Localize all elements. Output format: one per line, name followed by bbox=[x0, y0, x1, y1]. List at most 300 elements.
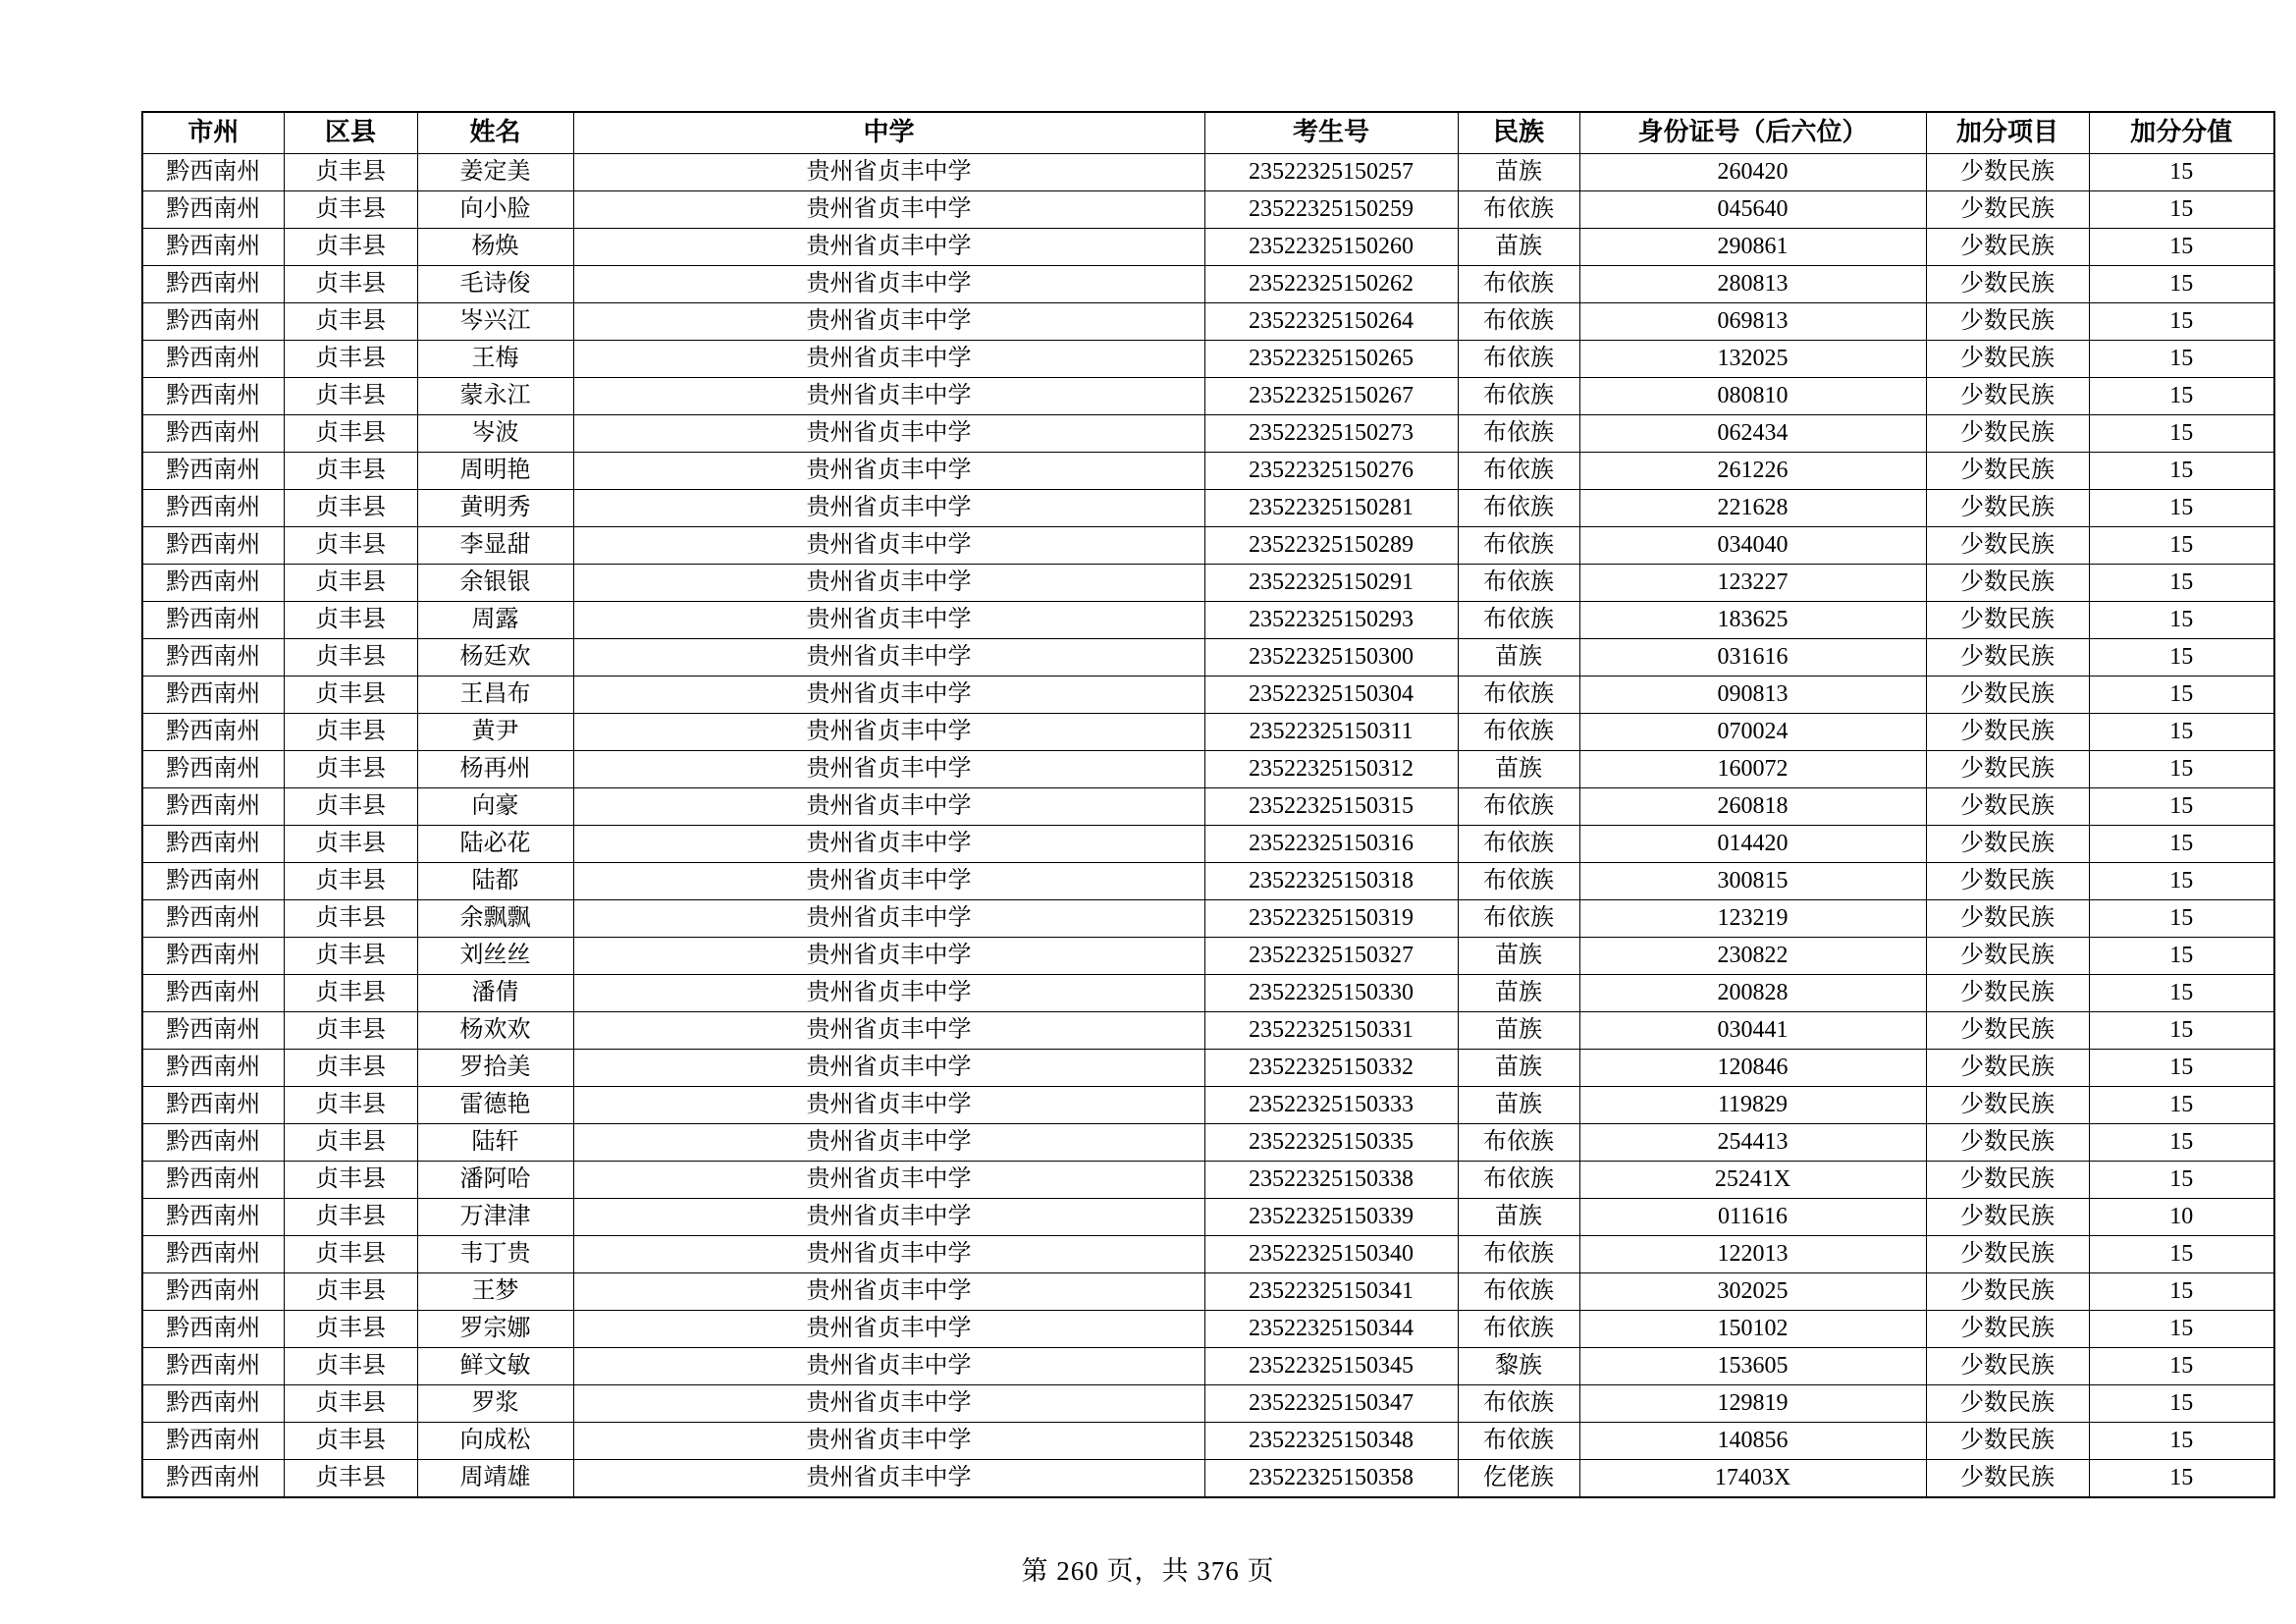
table-cell: 10 bbox=[2089, 1199, 2274, 1236]
table-cell: 周露 bbox=[417, 602, 573, 639]
table-cell: 贞丰县 bbox=[284, 191, 417, 229]
table-cell: 布依族 bbox=[1458, 378, 1579, 415]
table-cell: 少数民族 bbox=[1926, 1087, 2089, 1124]
table-cell: 黔西南州 bbox=[142, 788, 284, 826]
table-cell: 129819 bbox=[1579, 1385, 1926, 1423]
table-cell: 贵州省贞丰中学 bbox=[573, 303, 1204, 341]
table-cell: 苗族 bbox=[1458, 1012, 1579, 1050]
table-cell: 布依族 bbox=[1458, 1423, 1579, 1460]
table-cell: 080810 bbox=[1579, 378, 1926, 415]
table-cell: 黔西南州 bbox=[142, 1423, 284, 1460]
table-row bbox=[142, 863, 2274, 900]
table-cell: 15 bbox=[2089, 154, 2274, 191]
table-cell: 15 bbox=[2089, 378, 2274, 415]
table-cell: 黔西南州 bbox=[142, 490, 284, 527]
table-cell: 123227 bbox=[1579, 565, 1926, 602]
table-row bbox=[142, 378, 2274, 415]
table-cell: 黔西南州 bbox=[142, 266, 284, 303]
table-cell: 向豪 bbox=[417, 788, 573, 826]
table-cell: 黔西南州 bbox=[142, 751, 284, 788]
table-row bbox=[142, 1348, 2274, 1385]
table-cell: 布依族 bbox=[1458, 788, 1579, 826]
table-cell: 黔西南州 bbox=[142, 975, 284, 1012]
table-cell: 黔西南州 bbox=[142, 1199, 284, 1236]
table-cell: 少数民族 bbox=[1926, 1124, 2089, 1162]
table-cell: 贞丰县 bbox=[284, 229, 417, 266]
table-cell: 15 bbox=[2089, 266, 2274, 303]
table-cell: 280813 bbox=[1579, 266, 1926, 303]
table-cell: 黔西南州 bbox=[142, 341, 284, 378]
table-cell: 贞丰县 bbox=[284, 1199, 417, 1236]
table-cell: 黔西南州 bbox=[142, 191, 284, 229]
table-cell: 25241X bbox=[1579, 1162, 1926, 1199]
table-cell: 少数民族 bbox=[1926, 975, 2089, 1012]
table-row bbox=[142, 1423, 2274, 1460]
table-row bbox=[142, 527, 2274, 565]
table-cell: 15 bbox=[2089, 1348, 2274, 1385]
table-cell: 23522325150330 bbox=[1204, 975, 1458, 1012]
table-cell: 黔西南州 bbox=[142, 154, 284, 191]
table-cell: 23522325150339 bbox=[1204, 1199, 1458, 1236]
table-cell: 苗族 bbox=[1458, 1199, 1579, 1236]
table-cell: 布依族 bbox=[1458, 1162, 1579, 1199]
table-cell: 贞丰县 bbox=[284, 1162, 417, 1199]
table-cell: 布依族 bbox=[1458, 1236, 1579, 1273]
table-cell: 15 bbox=[2089, 826, 2274, 863]
table-cell: 贞丰县 bbox=[284, 900, 417, 938]
table-cell: 少数民族 bbox=[1926, 527, 2089, 565]
table-cell: 23522325150331 bbox=[1204, 1012, 1458, 1050]
table-cell: 15 bbox=[2089, 527, 2274, 565]
table-cell: 302025 bbox=[1579, 1273, 1926, 1311]
table-cell: 布依族 bbox=[1458, 341, 1579, 378]
table-cell: 罗浆 bbox=[417, 1385, 573, 1423]
table-cell: 23522325150260 bbox=[1204, 229, 1458, 266]
table-cell: 布依族 bbox=[1458, 1311, 1579, 1348]
table-cell: 23522325150312 bbox=[1204, 751, 1458, 788]
table-row bbox=[142, 1236, 2274, 1273]
table-cell: 23522325150262 bbox=[1204, 266, 1458, 303]
table-row bbox=[142, 602, 2274, 639]
table-cell: 贵州省贞丰中学 bbox=[573, 1087, 1204, 1124]
table-cell: 070024 bbox=[1579, 714, 1926, 751]
table-cell: 300815 bbox=[1579, 863, 1926, 900]
table-cell: 黔西南州 bbox=[142, 677, 284, 714]
table-cell: 贞丰县 bbox=[284, 602, 417, 639]
table-cell: 贵州省贞丰中学 bbox=[573, 1162, 1204, 1199]
table-cell: 黔西南州 bbox=[142, 1273, 284, 1311]
table-cell: 15 bbox=[2089, 900, 2274, 938]
table-cell: 23522325150300 bbox=[1204, 639, 1458, 677]
table-cell: 23522325150291 bbox=[1204, 565, 1458, 602]
minority-bonus-table bbox=[141, 111, 2275, 1498]
table-row bbox=[142, 900, 2274, 938]
table-cell: 17403X bbox=[1579, 1460, 1926, 1498]
table-cell: 少数民族 bbox=[1926, 1460, 2089, 1498]
table-cell: 贞丰县 bbox=[284, 826, 417, 863]
table-cell: 贞丰县 bbox=[284, 266, 417, 303]
table-row bbox=[142, 490, 2274, 527]
table-cell: 少数民族 bbox=[1926, 938, 2089, 975]
table-row bbox=[142, 975, 2274, 1012]
table-cell: 杨再州 bbox=[417, 751, 573, 788]
table-cell: 贞丰县 bbox=[284, 1050, 417, 1087]
table-cell: 贞丰县 bbox=[284, 1460, 417, 1498]
table-cell: 15 bbox=[2089, 788, 2274, 826]
table-row bbox=[142, 1087, 2274, 1124]
table-cell: 贵州省贞丰中学 bbox=[573, 900, 1204, 938]
column-header: 民族 bbox=[1458, 112, 1579, 154]
table-row bbox=[142, 565, 2274, 602]
table-cell: 贵州省贞丰中学 bbox=[573, 415, 1204, 453]
table-row bbox=[142, 229, 2274, 266]
table-cell: 23522325150267 bbox=[1204, 378, 1458, 415]
table-cell: 15 bbox=[2089, 191, 2274, 229]
column-header: 加分分值 bbox=[2089, 112, 2274, 154]
table-cell: 230822 bbox=[1579, 938, 1926, 975]
table-cell: 贞丰县 bbox=[284, 303, 417, 341]
table-cell: 贵州省贞丰中学 bbox=[573, 1050, 1204, 1087]
table-cell: 贞丰县 bbox=[284, 154, 417, 191]
table-cell: 15 bbox=[2089, 1124, 2274, 1162]
table-cell: 15 bbox=[2089, 677, 2274, 714]
table-cell: 布依族 bbox=[1458, 453, 1579, 490]
table-cell: 布依族 bbox=[1458, 900, 1579, 938]
table-cell: 少数民族 bbox=[1926, 751, 2089, 788]
table-cell: 200828 bbox=[1579, 975, 1926, 1012]
table-cell: 贞丰县 bbox=[284, 490, 417, 527]
column-header: 考生号 bbox=[1204, 112, 1458, 154]
table-cell: 贞丰县 bbox=[284, 677, 417, 714]
table-cell: 苗族 bbox=[1458, 229, 1579, 266]
table-cell: 罗拾美 bbox=[417, 1050, 573, 1087]
table-row bbox=[142, 1012, 2274, 1050]
table-cell: 贵州省贞丰中学 bbox=[573, 341, 1204, 378]
table-cell: 布依族 bbox=[1458, 863, 1579, 900]
table-cell: 布依族 bbox=[1458, 826, 1579, 863]
table-cell: 黔西南州 bbox=[142, 565, 284, 602]
table-cell: 23522325150344 bbox=[1204, 1311, 1458, 1348]
table-cell: 黔西南州 bbox=[142, 1236, 284, 1273]
table-cell: 23522325150341 bbox=[1204, 1273, 1458, 1311]
table-cell: 贞丰县 bbox=[284, 938, 417, 975]
table-cell: 15 bbox=[2089, 229, 2274, 266]
table-cell: 少数民族 bbox=[1926, 788, 2089, 826]
table-cell: 黔西南州 bbox=[142, 1162, 284, 1199]
table-cell: 布依族 bbox=[1458, 490, 1579, 527]
table-cell: 贵州省贞丰中学 bbox=[573, 229, 1204, 266]
table-cell: 贞丰县 bbox=[284, 1273, 417, 1311]
table-cell: 15 bbox=[2089, 1236, 2274, 1273]
table-cell: 少数民族 bbox=[1926, 415, 2089, 453]
table-cell: 贵州省贞丰中学 bbox=[573, 826, 1204, 863]
table-cell: 少数民族 bbox=[1926, 677, 2089, 714]
table-cell: 贵州省贞丰中学 bbox=[573, 1385, 1204, 1423]
table-cell: 布依族 bbox=[1458, 565, 1579, 602]
table-cell: 贵州省贞丰中学 bbox=[573, 788, 1204, 826]
table-cell: 062434 bbox=[1579, 415, 1926, 453]
table-cell: 少数民族 bbox=[1926, 453, 2089, 490]
table-cell: 刘丝丝 bbox=[417, 938, 573, 975]
table-cell: 15 bbox=[2089, 938, 2274, 975]
table-cell: 贞丰县 bbox=[284, 975, 417, 1012]
table-cell: 15 bbox=[2089, 1050, 2274, 1087]
table-cell: 姜定美 bbox=[417, 154, 573, 191]
table-cell: 黔西南州 bbox=[142, 1124, 284, 1162]
table-row bbox=[142, 1311, 2274, 1348]
table-cell: 周明艳 bbox=[417, 453, 573, 490]
table-header-row bbox=[142, 112, 2274, 154]
table-row bbox=[142, 714, 2274, 751]
table-cell: 120846 bbox=[1579, 1050, 1926, 1087]
table-row bbox=[142, 751, 2274, 788]
table-cell: 少数民族 bbox=[1926, 900, 2089, 938]
table-cell: 贞丰县 bbox=[284, 863, 417, 900]
table-cell: 069813 bbox=[1579, 303, 1926, 341]
table-cell: 贞丰县 bbox=[284, 1124, 417, 1162]
table-cell: 少数民族 bbox=[1926, 1273, 2089, 1311]
table-cell: 苗族 bbox=[1458, 1050, 1579, 1087]
table-cell: 潘阿哈 bbox=[417, 1162, 573, 1199]
table-cell: 23522325150338 bbox=[1204, 1162, 1458, 1199]
table-cell: 23522325150289 bbox=[1204, 527, 1458, 565]
table-cell: 黔西南州 bbox=[142, 938, 284, 975]
table-cell: 23522325150348 bbox=[1204, 1423, 1458, 1460]
table-cell: 少数民族 bbox=[1926, 341, 2089, 378]
table-cell: 黔西南州 bbox=[142, 863, 284, 900]
table-cell: 153605 bbox=[1579, 1348, 1926, 1385]
table-cell: 011616 bbox=[1579, 1199, 1926, 1236]
table-cell: 123219 bbox=[1579, 900, 1926, 938]
table-cell: 黔西南州 bbox=[142, 602, 284, 639]
table-cell: 王梦 bbox=[417, 1273, 573, 1311]
table-cell: 15 bbox=[2089, 415, 2274, 453]
column-header: 加分项目 bbox=[1926, 112, 2089, 154]
table-cell: 黔西南州 bbox=[142, 1348, 284, 1385]
table-cell: 王梅 bbox=[417, 341, 573, 378]
table-cell: 苗族 bbox=[1458, 938, 1579, 975]
table-cell: 黔西南州 bbox=[142, 1087, 284, 1124]
table-cell: 15 bbox=[2089, 975, 2274, 1012]
table-cell: 260818 bbox=[1579, 788, 1926, 826]
table-cell: 261226 bbox=[1579, 453, 1926, 490]
table-cell: 少数民族 bbox=[1926, 639, 2089, 677]
table-body bbox=[142, 154, 2274, 1498]
table-cell: 向成松 bbox=[417, 1423, 573, 1460]
table-cell: 黔西南州 bbox=[142, 1460, 284, 1498]
table-cell: 鲜文敏 bbox=[417, 1348, 573, 1385]
table-cell: 23522325150358 bbox=[1204, 1460, 1458, 1498]
table-cell: 贵州省贞丰中学 bbox=[573, 527, 1204, 565]
table-cell: 221628 bbox=[1579, 490, 1926, 527]
column-header: 姓名 bbox=[417, 112, 573, 154]
table-cell: 黔西南州 bbox=[142, 714, 284, 751]
table-cell: 贞丰县 bbox=[284, 1423, 417, 1460]
table-row bbox=[142, 453, 2274, 490]
table-cell: 苗族 bbox=[1458, 975, 1579, 1012]
table-cell: 15 bbox=[2089, 1273, 2274, 1311]
table-cell: 余飘飘 bbox=[417, 900, 573, 938]
table-cell: 贵州省贞丰中学 bbox=[573, 1348, 1204, 1385]
table-cell: 黔西南州 bbox=[142, 527, 284, 565]
table-cell: 布依族 bbox=[1458, 677, 1579, 714]
table-cell: 黔西南州 bbox=[142, 303, 284, 341]
table-cell: 少数民族 bbox=[1926, 154, 2089, 191]
table-cell: 少数民族 bbox=[1926, 602, 2089, 639]
table-cell: 贞丰县 bbox=[284, 1348, 417, 1385]
table-cell: 贵州省贞丰中学 bbox=[573, 1423, 1204, 1460]
table-cell: 潘倩 bbox=[417, 975, 573, 1012]
table-cell: 黎族 bbox=[1458, 1348, 1579, 1385]
table-row bbox=[142, 1385, 2274, 1423]
table-cell: 向小脸 bbox=[417, 191, 573, 229]
table-cell: 15 bbox=[2089, 341, 2274, 378]
table-cell: 23522325150276 bbox=[1204, 453, 1458, 490]
table-cell: 黔西南州 bbox=[142, 1012, 284, 1050]
table-cell: 贞丰县 bbox=[284, 527, 417, 565]
table-cell: 岑波 bbox=[417, 415, 573, 453]
table-cell: 15 bbox=[2089, 863, 2274, 900]
table-cell: 少数民族 bbox=[1926, 490, 2089, 527]
table-row bbox=[142, 826, 2274, 863]
table-cell: 仡佬族 bbox=[1458, 1460, 1579, 1498]
table-row bbox=[142, 639, 2274, 677]
table-cell: 苗族 bbox=[1458, 751, 1579, 788]
table-cell: 黔西南州 bbox=[142, 826, 284, 863]
table-cell: 贵州省贞丰中学 bbox=[573, 191, 1204, 229]
table-cell: 黔西南州 bbox=[142, 415, 284, 453]
table-cell: 黔西南州 bbox=[142, 378, 284, 415]
table-cell: 15 bbox=[2089, 490, 2274, 527]
table-cell: 15 bbox=[2089, 714, 2274, 751]
table-cell: 290861 bbox=[1579, 229, 1926, 266]
table-cell: 贞丰县 bbox=[284, 415, 417, 453]
table-cell: 布依族 bbox=[1458, 266, 1579, 303]
table-cell: 23522325150327 bbox=[1204, 938, 1458, 975]
table-row bbox=[142, 1162, 2274, 1199]
table-cell: 23522325150311 bbox=[1204, 714, 1458, 751]
table-cell: 杨欢欢 bbox=[417, 1012, 573, 1050]
table-cell: 少数民族 bbox=[1926, 1162, 2089, 1199]
table-cell: 少数民族 bbox=[1926, 229, 2089, 266]
table-cell: 王昌布 bbox=[417, 677, 573, 714]
table-cell: 贞丰县 bbox=[284, 341, 417, 378]
table-cell: 122013 bbox=[1579, 1236, 1926, 1273]
table-cell: 贞丰县 bbox=[284, 788, 417, 826]
table-cell: 毛诗俊 bbox=[417, 266, 573, 303]
table-cell: 布依族 bbox=[1458, 1385, 1579, 1423]
table-cell: 贞丰县 bbox=[284, 1385, 417, 1423]
table-cell: 少数民族 bbox=[1926, 378, 2089, 415]
table-row bbox=[142, 677, 2274, 714]
table-cell: 李显甜 bbox=[417, 527, 573, 565]
table-cell: 黔西南州 bbox=[142, 1050, 284, 1087]
table-cell: 贵州省贞丰中学 bbox=[573, 602, 1204, 639]
table-cell: 雷德艳 bbox=[417, 1087, 573, 1124]
table-cell: 030441 bbox=[1579, 1012, 1926, 1050]
table-cell: 少数民族 bbox=[1926, 826, 2089, 863]
table-cell: 布依族 bbox=[1458, 415, 1579, 453]
table-cell: 15 bbox=[2089, 1311, 2274, 1348]
table-cell: 贵州省贞丰中学 bbox=[573, 639, 1204, 677]
table-cell: 苗族 bbox=[1458, 154, 1579, 191]
table-row bbox=[142, 1199, 2274, 1236]
table-row bbox=[142, 1460, 2274, 1498]
table-cell: 贵州省贞丰中学 bbox=[573, 1199, 1204, 1236]
table-cell: 布依族 bbox=[1458, 602, 1579, 639]
table-cell: 045640 bbox=[1579, 191, 1926, 229]
table-cell: 黔西南州 bbox=[142, 900, 284, 938]
table-cell: 23522325150319 bbox=[1204, 900, 1458, 938]
table-cell: 23522325150335 bbox=[1204, 1124, 1458, 1162]
table-cell: 23522325150264 bbox=[1204, 303, 1458, 341]
table-cell: 黄明秀 bbox=[417, 490, 573, 527]
table-row bbox=[142, 341, 2274, 378]
table-cell: 贞丰县 bbox=[284, 453, 417, 490]
table-cell: 少数民族 bbox=[1926, 1348, 2089, 1385]
table-cell: 杨焕 bbox=[417, 229, 573, 266]
table-cell: 15 bbox=[2089, 453, 2274, 490]
table-cell: 090813 bbox=[1579, 677, 1926, 714]
table-cell: 23522325150340 bbox=[1204, 1236, 1458, 1273]
table-cell: 15 bbox=[2089, 1460, 2274, 1498]
table-cell: 贵州省贞丰中学 bbox=[573, 714, 1204, 751]
table-cell: 140856 bbox=[1579, 1423, 1926, 1460]
table-cell: 15 bbox=[2089, 1087, 2274, 1124]
table-cell: 贵州省贞丰中学 bbox=[573, 565, 1204, 602]
table-cell: 23522325150293 bbox=[1204, 602, 1458, 639]
table-cell: 23522325150332 bbox=[1204, 1050, 1458, 1087]
table-cell: 布依族 bbox=[1458, 714, 1579, 751]
table-cell: 贵州省贞丰中学 bbox=[573, 1460, 1204, 1498]
table-cell: 少数民族 bbox=[1926, 1199, 2089, 1236]
table-cell: 少数民族 bbox=[1926, 565, 2089, 602]
table-row bbox=[142, 938, 2274, 975]
table-cell: 少数民族 bbox=[1926, 1385, 2089, 1423]
table-cell: 23522325150265 bbox=[1204, 341, 1458, 378]
table-cell: 少数民族 bbox=[1926, 266, 2089, 303]
table-cell: 少数民族 bbox=[1926, 714, 2089, 751]
table-cell: 少数民族 bbox=[1926, 1311, 2089, 1348]
table-cell: 贞丰县 bbox=[284, 714, 417, 751]
table-cell: 黄尹 bbox=[417, 714, 573, 751]
table-cell: 23522325150273 bbox=[1204, 415, 1458, 453]
table-cell: 贵州省贞丰中学 bbox=[573, 378, 1204, 415]
table-cell: 15 bbox=[2089, 639, 2274, 677]
table-cell: 少数民族 bbox=[1926, 1423, 2089, 1460]
table-cell: 余银银 bbox=[417, 565, 573, 602]
table-cell: 蒙永江 bbox=[417, 378, 573, 415]
table-cell: 贞丰县 bbox=[284, 751, 417, 788]
table-cell: 贵州省贞丰中学 bbox=[573, 154, 1204, 191]
table-cell: 贵州省贞丰中学 bbox=[573, 1311, 1204, 1348]
table-cell: 苗族 bbox=[1458, 639, 1579, 677]
table-cell: 贞丰县 bbox=[284, 1311, 417, 1348]
table-cell: 23522325150315 bbox=[1204, 788, 1458, 826]
table-row bbox=[142, 154, 2274, 191]
table-cell: 014420 bbox=[1579, 826, 1926, 863]
column-header: 身份证号（后六位） bbox=[1579, 112, 1926, 154]
table-cell: 贵州省贞丰中学 bbox=[573, 453, 1204, 490]
table-cell: 15 bbox=[2089, 1162, 2274, 1199]
table-cell: 23522325150281 bbox=[1204, 490, 1458, 527]
table-row bbox=[142, 415, 2274, 453]
table-cell: 贵州省贞丰中学 bbox=[573, 863, 1204, 900]
table-cell: 15 bbox=[2089, 1385, 2274, 1423]
table-cell: 岑兴江 bbox=[417, 303, 573, 341]
table-cell: 黔西南州 bbox=[142, 1385, 284, 1423]
table-cell: 贞丰县 bbox=[284, 1236, 417, 1273]
